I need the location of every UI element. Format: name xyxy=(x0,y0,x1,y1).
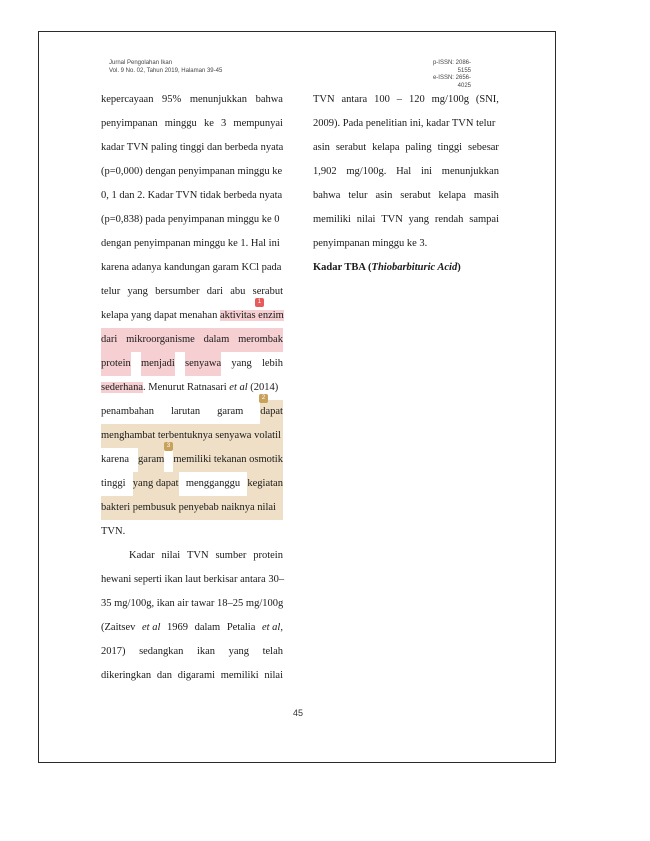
line-word: tinggi xyxy=(101,478,126,489)
et-al: et al xyxy=(261,622,281,633)
line-word: nilai xyxy=(161,550,181,561)
line-word: 1969 xyxy=(166,622,188,633)
line-word: sampai xyxy=(469,214,499,225)
line-word: lebih xyxy=(261,358,283,369)
line-word: yang xyxy=(127,286,148,297)
text-line xyxy=(101,544,283,568)
text-line: (Zaitsev et al 1969 dalam Petalia et al, xyxy=(101,616,283,640)
text-line xyxy=(101,112,283,136)
line-word: 35 mg/100g, ikan air tawar 18–25 mg/100g xyxy=(101,598,284,609)
highlight-annotation[interactable]: sederhana xyxy=(101,382,143,393)
text-line xyxy=(313,208,499,232)
line-word: bahwa xyxy=(313,190,341,201)
line-word: 120 xyxy=(408,94,425,105)
line-word: protein xyxy=(101,352,131,376)
line-word: telah xyxy=(262,646,283,657)
line-word: garam xyxy=(217,406,244,417)
text-line xyxy=(101,376,283,400)
highlight-annotation[interactable]: memiliki tekanan osmotik xyxy=(173,448,283,472)
text-line xyxy=(101,520,283,544)
line-word: mengganggu xyxy=(185,478,241,489)
line-word: karena adanya kandungan garam KCl pada xyxy=(101,262,282,273)
line-word: (p=0,000) dengan penyimpanan minggu ke xyxy=(101,166,283,177)
line-word: Hal xyxy=(396,166,412,177)
line-word: tinggi xyxy=(437,142,463,153)
line-word: yang xyxy=(408,214,430,225)
highlighted-line[interactable] xyxy=(101,496,283,520)
text-line xyxy=(101,232,283,256)
text-line xyxy=(313,136,499,160)
line-word: 100 xyxy=(374,94,390,105)
line-word: menunjukkan xyxy=(189,94,247,105)
line-word: paling xyxy=(405,142,432,153)
line-word: mempunyai xyxy=(233,118,283,129)
line-word: 95% xyxy=(162,94,182,105)
line-text: (2014) xyxy=(250,382,279,393)
highlight-annotation[interactable]: dapat xyxy=(260,400,283,424)
text-line xyxy=(101,299,284,328)
line-word: mg/100g. xyxy=(346,166,387,177)
line-word: senyawa xyxy=(185,352,221,376)
text-line xyxy=(101,352,283,376)
right-column xyxy=(313,88,499,280)
line-word: serabut xyxy=(400,190,431,201)
line-word: bersumber xyxy=(155,286,200,297)
text-line xyxy=(101,443,283,472)
line-word: sumber xyxy=(215,550,247,561)
line-text: kelapa yang dapat menahan xyxy=(101,310,218,321)
annotation-badge[interactable]: 3 xyxy=(164,442,173,451)
annotation-badge[interactable]: 2 xyxy=(259,394,268,403)
issn-print: p-ISSN: 2086-5155 xyxy=(432,60,471,74)
line-word: bahwa xyxy=(255,94,283,105)
text-line xyxy=(101,592,283,616)
line-word: merombak xyxy=(238,334,283,345)
line-word: nilai xyxy=(264,670,283,681)
line-word: larutan xyxy=(170,406,201,417)
line-word: penyimpanan xyxy=(101,118,158,129)
line-word: rendah xyxy=(434,214,464,225)
line-word: mikroorganisme xyxy=(126,334,195,345)
line-word: memiliki xyxy=(313,214,351,225)
line-word: TVN xyxy=(187,550,209,561)
line-word: 3 xyxy=(221,118,227,129)
line-word: (SNI, xyxy=(475,94,499,105)
text-line xyxy=(101,395,283,424)
highlighted-line[interactable] xyxy=(101,424,283,448)
text-line xyxy=(101,640,283,664)
line-word: Petalia xyxy=(226,622,256,633)
text-line xyxy=(101,664,283,688)
text-line xyxy=(101,160,283,184)
line-word: menjadi xyxy=(141,352,175,376)
et-al: et al xyxy=(229,382,248,393)
text-line xyxy=(313,88,499,112)
line-word: kadar TVN paling tinggi dan berbeda nyata xyxy=(101,142,284,153)
line-word: – xyxy=(396,94,403,105)
highlight-annotation[interactable]: yang dapat xyxy=(133,472,179,496)
line-word: kelapa xyxy=(372,142,400,153)
line-word: telur xyxy=(348,190,368,201)
highlight-annotation[interactable]: aktivitas enzim xyxy=(219,310,284,321)
text-line xyxy=(101,136,283,160)
text-line xyxy=(101,472,283,496)
issn-header xyxy=(421,60,471,90)
line-word: dalam xyxy=(203,334,230,345)
line-word: 1,902 xyxy=(313,166,337,177)
line-word: karena xyxy=(101,454,129,465)
line-word: abu xyxy=(230,286,246,297)
text-line xyxy=(313,184,499,208)
text-line xyxy=(101,88,283,112)
line-word: memiliki xyxy=(220,670,259,681)
line-word: nilai xyxy=(356,214,376,225)
journal-title: Jurnal Pengolahan Ikan xyxy=(109,60,173,66)
heading-text: Kadar TBA ( xyxy=(313,262,372,273)
heading-italic: Thiobarbituric Acid xyxy=(371,262,458,273)
line-word: dari xyxy=(101,334,118,345)
line-word: penyimpanan minggu ke 3. xyxy=(313,238,428,249)
line-word: Kadar xyxy=(129,550,155,561)
highlighted-line[interactable] xyxy=(101,328,283,352)
page-number: 45 xyxy=(292,708,303,718)
journal-header xyxy=(109,60,222,75)
text-line xyxy=(101,184,283,208)
document-page xyxy=(38,31,556,763)
line-word: antara xyxy=(341,94,368,105)
line-word: digarami xyxy=(177,670,216,681)
line-word: dari xyxy=(206,286,224,297)
line-word: (Zaitsev xyxy=(101,622,136,633)
et-al: et al xyxy=(142,622,161,633)
journal-volume: Vol. 9 No. 02, Tahun 2019, Halaman 39-45 xyxy=(109,67,223,74)
section-heading xyxy=(313,256,499,280)
line-word: dalam xyxy=(194,622,221,633)
text-line xyxy=(101,568,283,592)
line-word: kepercayaan xyxy=(101,94,154,105)
highlight-annotation[interactable]: garam xyxy=(138,448,164,472)
line-word: 0, 1 dan 2. Kadar TVN tidak berbeda nyata xyxy=(101,190,283,201)
line-word: ikan xyxy=(196,646,216,657)
line-word: dikeringkan xyxy=(101,670,152,681)
line-text: bakteri pembusuk penyebab naiknya nilai xyxy=(101,502,276,513)
line-word: 2009). Pada penelitian ini, kadar TVN telur xyxy=(313,118,496,129)
line-text: menghambat terbentuknya senyawa volatil xyxy=(101,430,281,441)
line-word: dengan penyimpanan minggu ke 1. Hal ini xyxy=(101,238,280,249)
line-word: (p=0,838) pada penyimpanan minggu ke 0 xyxy=(101,214,280,225)
line-text: TVN. xyxy=(101,526,126,537)
line-word: asin xyxy=(375,190,393,201)
line-word: telur xyxy=(101,286,121,297)
line-word: menunjukkan xyxy=(441,166,499,177)
line-word: sebesar xyxy=(468,142,499,153)
line-word: ke xyxy=(203,118,214,129)
line-word: TVN xyxy=(313,94,335,105)
line-word: asin xyxy=(313,142,330,153)
line-word: protein xyxy=(253,550,283,561)
line-word: TVN xyxy=(381,214,403,225)
line-word: sedangkan xyxy=(139,646,184,657)
text-line xyxy=(313,232,499,256)
issn-online: e-ISSN: 2656-4025 xyxy=(432,75,471,89)
left-column xyxy=(101,88,283,688)
annotation-badge[interactable]: 1 xyxy=(255,298,264,307)
line-word: hewani seperti ikan laut berkisar antara 30– xyxy=(101,574,285,585)
text-line xyxy=(313,112,499,136)
line-word: penambahan xyxy=(101,406,155,417)
highlight-annotation[interactable]: kegiatan xyxy=(247,472,283,496)
line-text: . Menurut Ratnasari xyxy=(142,382,230,393)
line-word: mg/100g xyxy=(431,94,469,105)
text-line xyxy=(101,208,283,232)
line-word: serabut xyxy=(335,142,367,153)
line-word: yang xyxy=(231,358,252,369)
line-word: minggu xyxy=(164,118,197,129)
heading-suffix: ) xyxy=(457,262,461,273)
line-word: ini xyxy=(420,166,433,177)
line-word: serabut xyxy=(252,286,283,297)
line-word: dan xyxy=(156,670,173,681)
line-word: yang xyxy=(228,646,250,657)
text-line xyxy=(313,160,499,184)
text-line xyxy=(101,256,283,280)
line-word: masih xyxy=(473,190,499,201)
line-word: kelapa xyxy=(438,190,466,201)
line-word: 2017) xyxy=(101,646,126,657)
